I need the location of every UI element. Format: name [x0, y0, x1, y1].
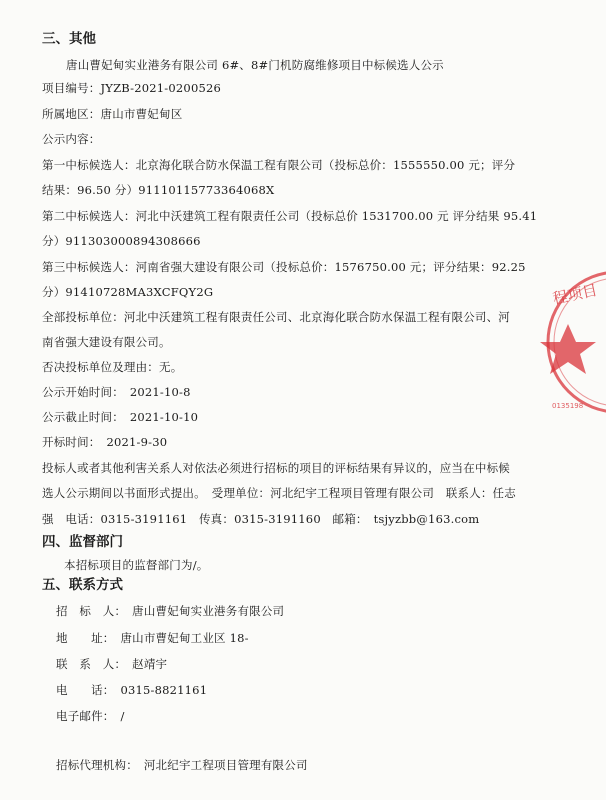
heading-section-4: 四、监督部门 [42, 534, 123, 550]
supervision-text: 本招标项目的监督部门为/。 [64, 558, 209, 572]
publicity-start-time: 公示开始时间： 2021-10-8 [42, 385, 191, 399]
red-seal-stamp [540, 262, 606, 422]
candidate-2-line-2: 分）911303000894308666 [42, 234, 201, 248]
svg-text:0135198: 0135198 [552, 402, 584, 410]
tenderer: 招 标 人： 唐山曹妃甸实业港务有限公司 [56, 604, 285, 618]
candidate-1-line-1: 第一中标候选人：北京海化联合防水保温工程有限公司（投标总价：1555550.00 元；评分 [42, 158, 516, 172]
rejected-bidders: 否决投标单位及理由：无。 [42, 360, 183, 374]
agency: 招标代理机构： 河北纪宇工程项目管理有限公司 [56, 758, 308, 772]
candidate-2-line-1: 第二中标候选人：河北中沃建筑工程有限责任公司（投标总价 1531700.00 元 评分结果 95.41 [42, 209, 538, 223]
content-label: 公示内容： [42, 132, 101, 146]
candidate-1-line-2: 结果：96.50 分）91110115773364068X [42, 183, 275, 197]
bidders-line-2: 南省强大建设有限公司。 [42, 335, 171, 349]
candidate-3-line-1: 第三中标候选人：河南省强大建设有限公司（投标总价：1576750.00 元；评分结果：92.25 [42, 260, 526, 274]
objection-line-1: 投标人或者其他利害关系人对依法必须进行招标的项目的评标结果有异议的，应当在中标候 [42, 461, 510, 475]
region: 所属地区：唐山市曹妃甸区 [42, 107, 183, 121]
heading-section-5: 五、联系方式 [42, 577, 123, 593]
contact-person: 联 系 人： 赵靖宇 [56, 657, 168, 671]
heading-section-3: 三、其他 [42, 31, 96, 47]
address: 地 址： 唐山市曹妃甸工业区 18- [56, 631, 249, 645]
project-title: 唐山曹妃甸实业港务有限公司 6#、8#门机防腐维修项目中标候选人公示 [66, 58, 444, 72]
bid-opening-time: 开标时间： 2021-9-30 [42, 435, 168, 449]
publicity-end-time: 公示截止时间： 2021-10-10 [42, 410, 199, 424]
svg-text:程项目: 程项目 [551, 280, 599, 308]
candidate-3-line-2: 分）91410728MA3XCFQY2G [42, 285, 214, 299]
email: 电子邮件： / [56, 709, 125, 723]
bidders-line-1: 全部投标单位：河北中沃建筑工程有限责任公司、北京海化联合防水保温工程有限公司、河 [42, 310, 510, 324]
project-number: 项目编号：JYZB-2021-0200526 [42, 81, 222, 95]
objection-line-2: 选人公示期间以书面形式提出。 受理单位：河北纪宇工程项目管理有限公司 联系人：任志 [42, 486, 516, 500]
objection-line-3: 强 电话：0315-3191161 传真：0315-3191160 邮箱： tsjyzbb@163.com [42, 512, 480, 526]
phone: 电 话： 0315-8821161 [56, 683, 208, 697]
